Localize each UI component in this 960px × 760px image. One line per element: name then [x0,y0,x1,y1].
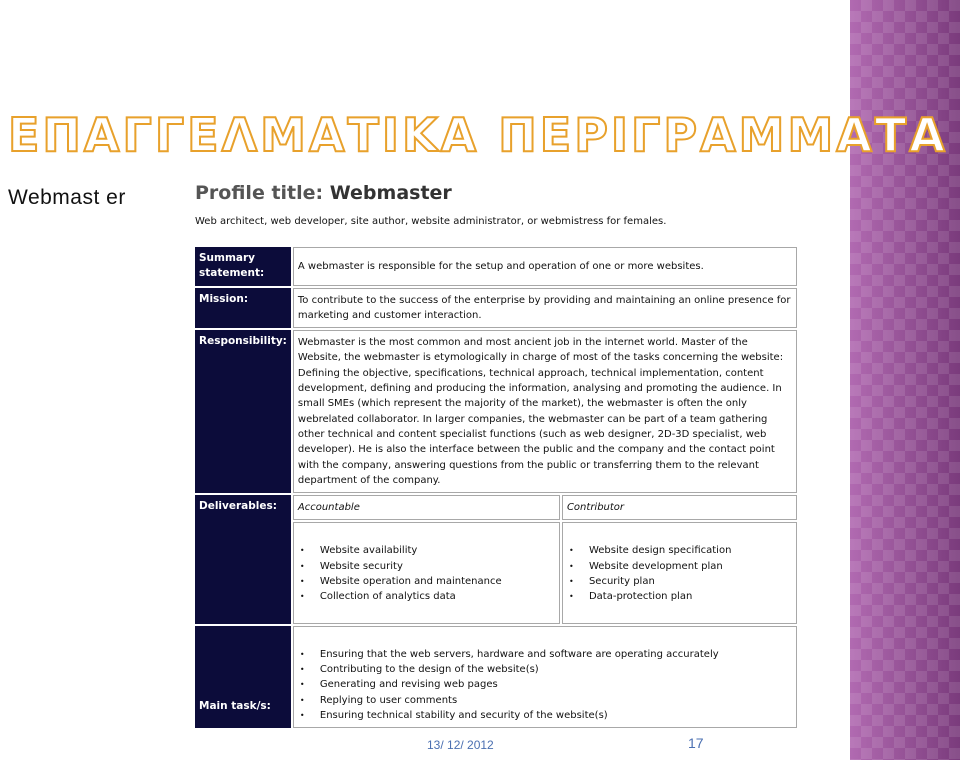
list-item: • Security plan [567,574,792,589]
contributor-header: Contributor [562,495,797,520]
profile-title-value: Webmaster [329,182,452,204]
list-item: • Website security [298,559,555,574]
summary-label: Summary statement: [195,247,291,286]
page-number: 17 [688,735,704,751]
slide-title: ΕΠΑΓΓΕΛΜΑΤΙΚΑ ΠΕΡΙΓΡΑΜΜΑΤΑ [8,108,948,162]
accountable-header: Accountable [293,495,560,520]
list-item: • Generating and revising web pages [298,677,792,692]
list-item: • Contributing to the design of the website(s) [298,662,792,677]
list-item: • Replying to user comments [298,693,792,708]
deliverables-label: Deliverables: [195,495,291,623]
profile-title [195,182,801,204]
mission-label: Mission: [195,288,291,329]
profile-table [193,245,799,730]
list-item: • Website development plan [567,559,792,574]
list-item: • Data-protection plan [567,589,792,604]
responsibility-text: Webmaster is the most common and most ancient job in the internet world. Master of the Website, the webmaster is etymologically in charge of most of the tasks concerning the website: Defining the objective, specifications, technical approach, technical implementation, content development, defining and producing the information, analysing and promoting the audience. In small SMEs (which represent the majority of the market), the webmaster is often the only webrelated collaborator. In larger companies, the webmaster can be part of a team gathering other technical and content specialist functions (such as web designer, 2D-3D specialist, web developer). He is also the interface between the public and the company and the contact point with the company, answering questions from the public or transferring them to the relevant department of the company. [293,330,797,493]
profile-title-prefix: Profile title: [195,182,324,204]
table-row [195,247,797,286]
side-label: Webmast er [8,186,126,209]
list-item: • Collection of analytics data [298,589,555,604]
list-item: • Ensuring technical stability and security of the website(s) [298,708,792,723]
mission-text: To contribute to the success of the enterprise by providing and maintaining an online presence for marketing and customer interaction. [293,288,797,329]
tasks-label: Main task/s: [195,626,291,728]
accountable-list [298,543,555,604]
responsibility-label: Responsibility: [195,330,291,493]
table-row [195,626,797,728]
accountable-cell [293,522,560,623]
profile-document [195,178,801,721]
contributor-list [567,543,792,604]
list-item: • Website availability [298,543,555,558]
tasks-list [298,647,792,723]
contributor-cell [562,522,797,623]
list-item: • Ensuring that the web servers, hardware and software are operating accurately [298,647,792,662]
table-row [195,330,797,493]
list-item: • Website design specification [567,543,792,558]
tasks-cell [293,626,797,728]
summary-text: A webmaster is responsible for the setup and operation of one or more websites. [293,247,797,286]
footer-date: 13/ 12/ 2012 [427,738,494,752]
table-row [195,495,797,520]
profile-subtitle: Web architect, web developer, site author, website administrator, or webmistress for females. [195,216,667,227]
list-item: • Website operation and maintenance [298,574,555,589]
table-row [195,288,797,329]
